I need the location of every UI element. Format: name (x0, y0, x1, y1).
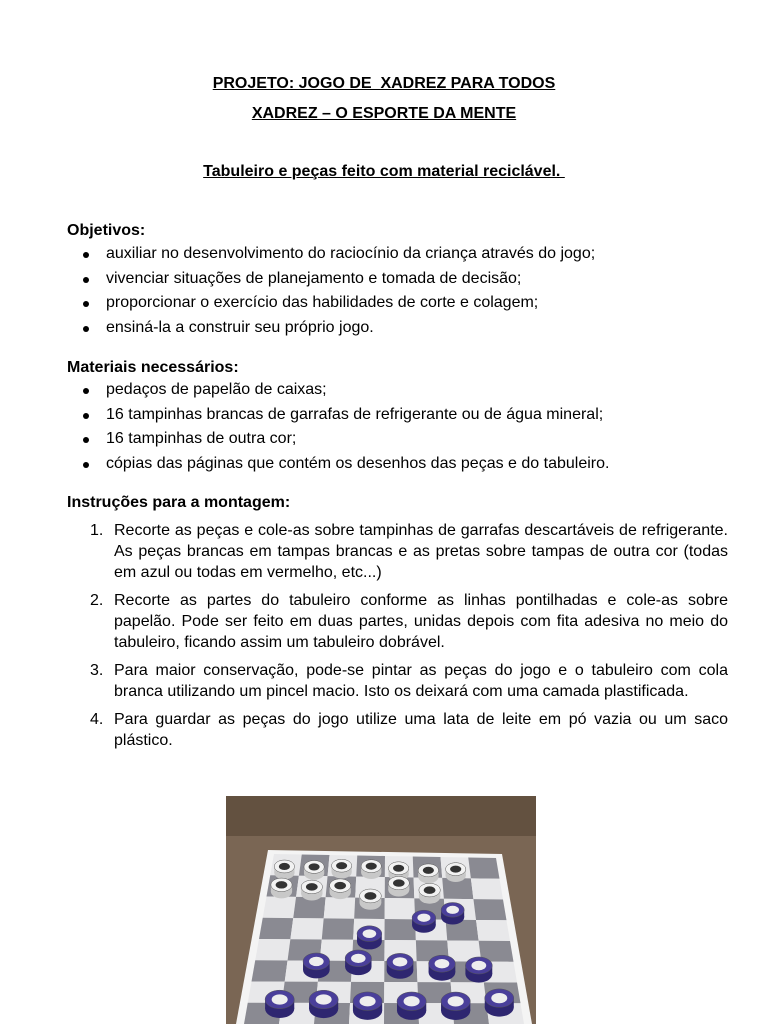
document-title: PROJETO: JOGO DE XADREZ PARA TODOS (212, 75, 556, 92)
board-square (324, 897, 356, 918)
board-square (471, 878, 503, 899)
piece-figure-icon (423, 867, 434, 874)
bullet-icon (83, 326, 89, 332)
objectives-heading: Objetivos: (67, 222, 146, 239)
piece-figure-icon (334, 882, 346, 889)
list-item (67, 318, 595, 343)
list-item (67, 269, 595, 294)
board-square (473, 899, 506, 920)
bullet-icon (83, 462, 89, 468)
list-item-text: cópias das páginas que contém os desenhos das peças e do tabuleiro. (106, 454, 610, 472)
list-item-text: ensiná-la a construir seu próprio jogo. (106, 318, 374, 336)
chessboard-photo (226, 796, 536, 1024)
list-item (67, 429, 609, 454)
materials-heading: Materiais necessários: (67, 359, 239, 376)
instructions-heading: Instruções para a montagem: (67, 494, 291, 511)
list-item (90, 520, 728, 583)
board-square (259, 918, 293, 940)
piece-figure-icon (471, 961, 486, 970)
list-item (67, 244, 595, 269)
piece-figure-icon (424, 886, 436, 893)
piece-figure-icon (272, 994, 288, 1004)
bullet-icon (83, 388, 89, 394)
section-subtitle: Tabuleiro e peças feito com material reciclável. (203, 163, 565, 180)
piece-figure-icon (306, 883, 318, 890)
objectives-list (67, 244, 595, 342)
list-item (67, 293, 595, 318)
list-item (67, 454, 609, 479)
piece-figure-icon (316, 994, 332, 1004)
instructions-list (90, 520, 728, 758)
bullet-icon (83, 437, 89, 443)
piece-figure-icon (446, 906, 459, 914)
board-square (476, 920, 510, 941)
list-item (67, 380, 609, 405)
bullet-icon (83, 277, 89, 283)
piece-figure-icon (351, 954, 366, 963)
step-number: 3. (90, 662, 104, 679)
bullet-icon (83, 413, 89, 419)
piece-figure-icon (360, 996, 376, 1006)
step-text: Para guardar as peças do jogo utilize uma lata de leite em pó vazia ou um saco plástico. (114, 711, 728, 749)
list-item-text: 16 tampinhas brancas de garrafas de refrigerante ou de água mineral; (106, 405, 604, 423)
piece-figure-icon (309, 863, 320, 870)
bullet-icon (83, 301, 89, 307)
piece-figure-icon (393, 957, 408, 966)
piece-figure-icon (309, 957, 324, 966)
list-item-text: auxiliar no desenvolvimento do raciocínio da criança através do jogo; (106, 245, 596, 262)
piece-figure-icon (364, 892, 376, 900)
board-square (290, 918, 323, 939)
list-item-text: proporcionar o exercício das habilidades de corte e colagem; (106, 294, 539, 311)
piece-figure-icon (448, 996, 464, 1006)
list-item-text: pedaços de papelão de caixas; (106, 381, 327, 398)
board-square (385, 919, 416, 940)
piece-figure-icon (491, 993, 507, 1003)
piece-figure-icon (363, 929, 377, 938)
bullet-icon (83, 252, 89, 258)
piece-figure-icon (404, 996, 420, 1006)
step-text: Recorte as peças e cole-as sobre tampinhas de garrafas descartáveis de refrigerante. As peças brancas em tampas brancas e as pretas sobre tampas de outra cor (todas em azul ou todas em vermelho, etc...) (114, 522, 728, 581)
list-item-text: vivenciar situações de planejamento e tomada de decisão; (106, 269, 522, 287)
board-square (252, 960, 288, 981)
step-number: 2. (90, 592, 104, 609)
list-item (67, 405, 609, 430)
piece-figure-icon (366, 863, 377, 870)
piece-figure-icon (450, 866, 461, 873)
board-square (322, 918, 354, 939)
piece-figure-icon (417, 914, 430, 922)
step-number: 1. (90, 522, 104, 539)
board-square (385, 898, 415, 919)
step-text: Para maior conservação, pode-se pintar as peças do jogo e o tabuleiro com cola branca utilizando um pincel macio. Isto os deixará com uma camada plastificada. (114, 662, 728, 700)
list-item-text: 16 tampinhas de outra cor; (106, 430, 297, 447)
board-square (263, 897, 296, 919)
piece-figure-icon (276, 881, 288, 888)
board-square (468, 858, 499, 879)
step-text: Recorte as partes do tabuleiro conforme as linhas pontilhadas e cole-as sobre papelão. Pode ser feito em duas partes, unidas depois com fita adesiva no meio do tabuleiro, ficando assim um tabuleiro dobrável. (114, 592, 728, 651)
board-square (255, 939, 290, 960)
list-item (90, 709, 728, 751)
list-item (90, 590, 728, 653)
piece-figure-icon (393, 879, 405, 886)
list-item (90, 660, 728, 702)
piece-figure-icon (336, 862, 347, 869)
chessboard-photo-icon (226, 796, 536, 1024)
piece-figure-icon (435, 959, 450, 968)
piece-figure-icon (279, 863, 290, 870)
table-shadow (226, 796, 536, 836)
step-number: 4. (90, 711, 104, 728)
piece-figure-icon (393, 865, 404, 872)
materials-list (67, 380, 609, 478)
document-subtitle: XADREZ – O ESPORTE DA MENTE (251, 105, 517, 122)
